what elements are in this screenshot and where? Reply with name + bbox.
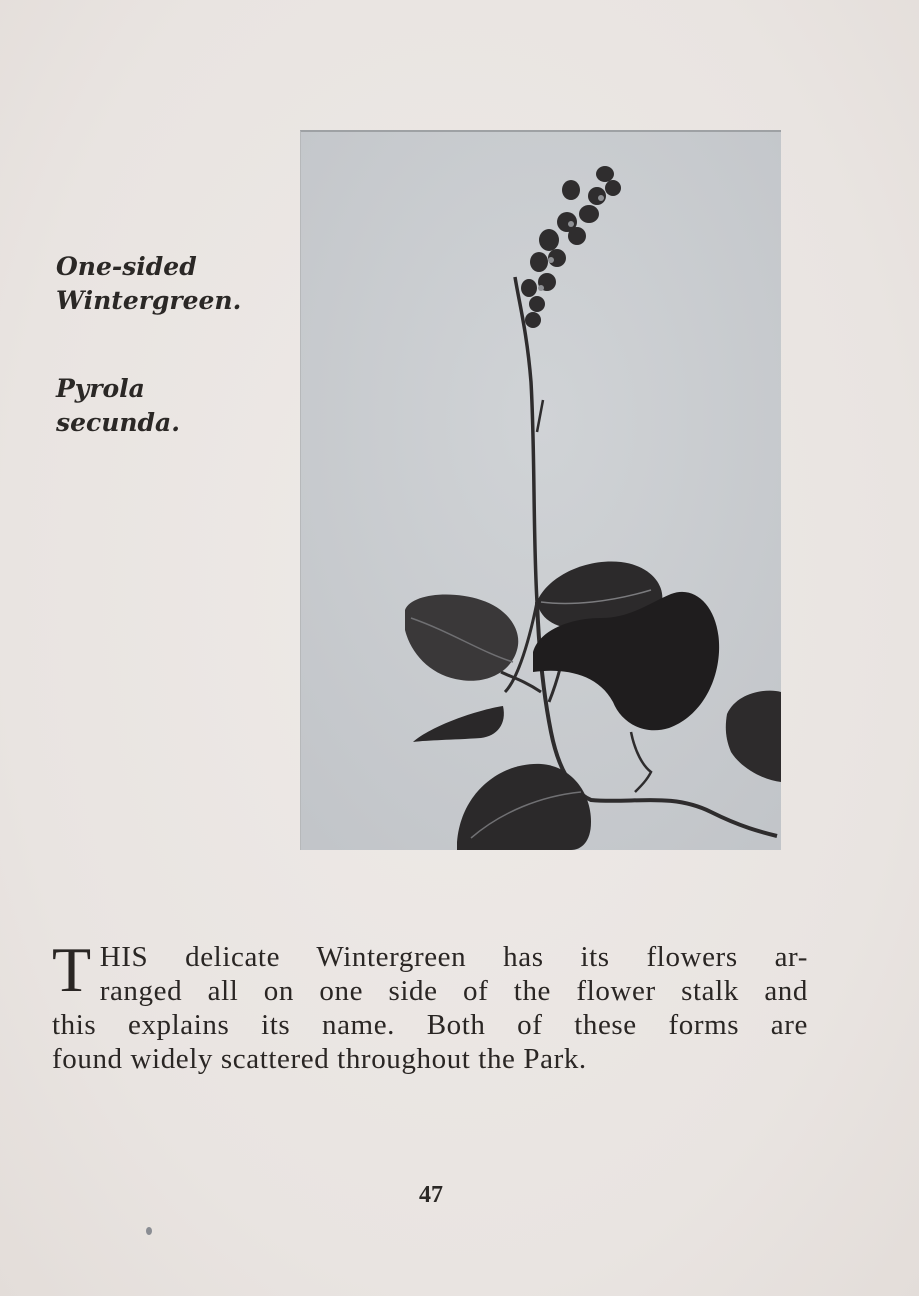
ink-speck (146, 1227, 152, 1235)
plant-photo (300, 130, 781, 850)
drop-cap: T (52, 934, 92, 1005)
latin-name-line-1: Pyrola (56, 374, 145, 403)
body-paragraph (52, 934, 808, 1076)
body-line-1: HIS delicate Wintergreen has its flowers ar- (99, 941, 808, 973)
latin-name-line-2: secunda. (56, 408, 180, 437)
common-name-line-2: Wintergreen. (56, 286, 242, 315)
wintergreen-illustration (301, 132, 781, 850)
page-number: 47 (419, 1182, 443, 1208)
common-name-line-1: One-sided (56, 252, 197, 281)
common-name-caption (56, 250, 241, 318)
body-line-3: this explains its name. Both of these forms are (52, 1009, 808, 1041)
latin-name-caption (56, 372, 180, 440)
body-line-4: found widely scattered throughout the Park. (52, 1043, 587, 1075)
body-line-2: ranged all on one side of the flower stalk and (99, 975, 808, 1007)
